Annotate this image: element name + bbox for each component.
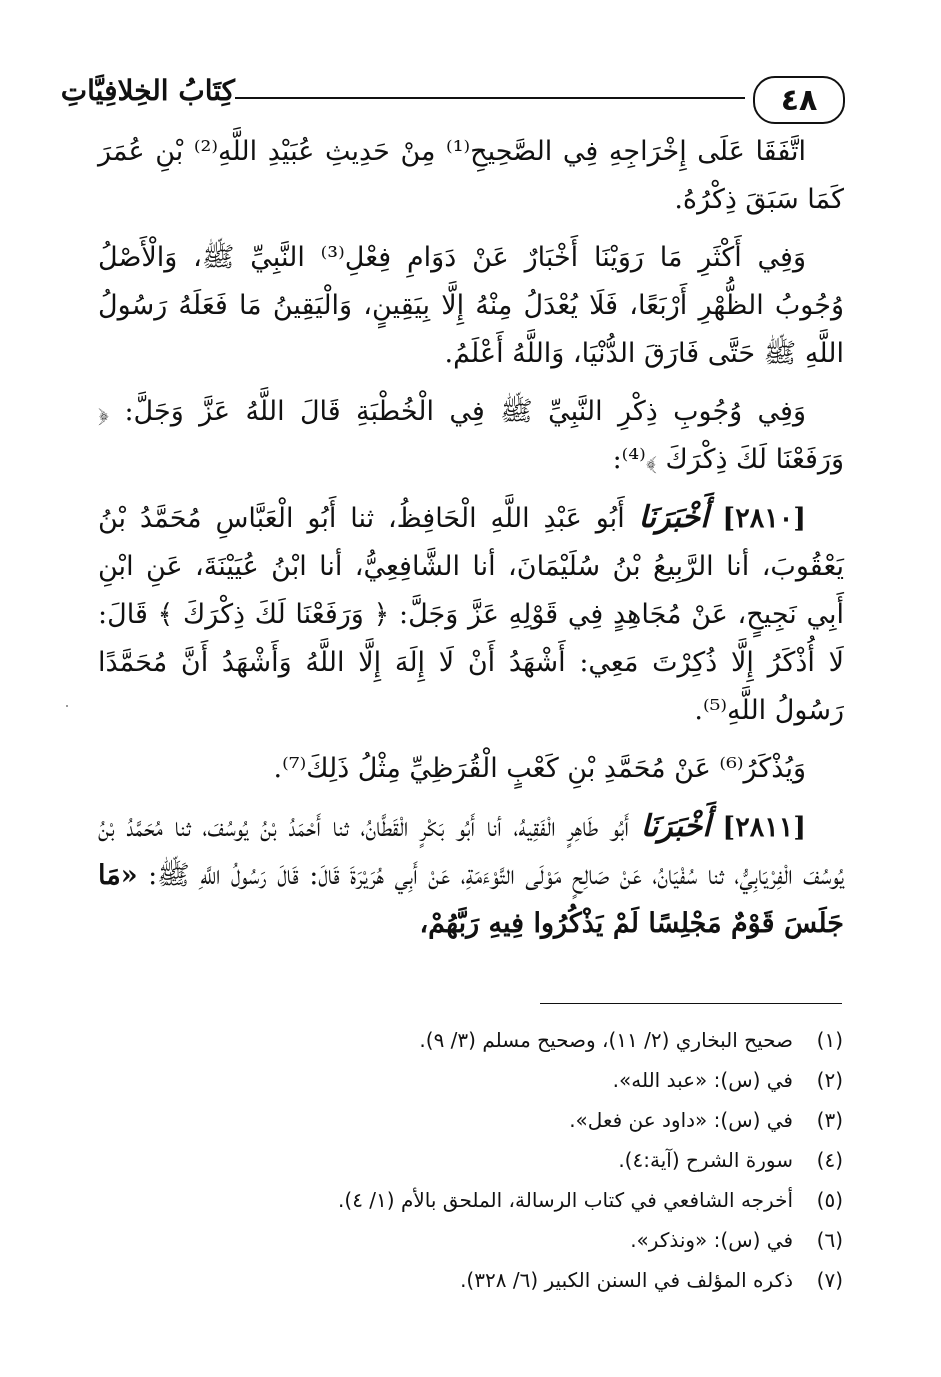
book-title: كِتَابُ الخِلافِيَّاتِ xyxy=(60,74,235,107)
page-number: ٤٨ xyxy=(753,76,845,124)
paragraph: وَفِي أَكْثَرِ مَا رَوَيْنَا أَخْبَارٌ عَنْ دَوَامِ فِعْلِ⁽³⁾ النَّبِيِّ ﷺ، وَالْأَصْلُ وُجُوبُ الظُّهْرِ أَرْبَعًا، فَلَا يُعْدَلُ مِنْهُ إِلَّا بِيَقِينٍ، وَالْيَقِينُ مَا فَعَلَهُ رَسُولُ اللَّهِ ﷺ حَتَّى فَارَقَ الدُّنْيَا، وَاللَّهُ أَعْلَمُ. xyxy=(98,242,844,369)
footnote-text: في (س): «عبد الله». xyxy=(612,1068,793,1092)
footnote-number: (٤) xyxy=(816,1148,843,1172)
footnote-number: (٥) xyxy=(816,1188,843,1212)
paragraph: وَفِي وُجُوبِ ذِكْرِ النَّبِيِّ ﷺ فِي الْخُطْبَةِ قَالَ اللَّهُ عَزَّ وَجَلَّ: ﴿ وَرَفَعْنَا لَكَ ذِكْرَكَ ﴾⁽⁴⁾: xyxy=(98,396,844,475)
hadith-paragraph xyxy=(98,803,844,948)
footnote-text: في (س): «داود عن فعل». xyxy=(569,1108,793,1132)
footnote-number: (٧) xyxy=(816,1268,843,1292)
footnote-number: (١) xyxy=(816,1028,843,1052)
footnote-text: في (س): «ونذكر». xyxy=(630,1228,793,1252)
scan-speck xyxy=(66,705,68,707)
footnote-separator xyxy=(540,1003,842,1004)
hadith-number: [٢٨١٠] xyxy=(722,503,806,534)
hadith-paragraph xyxy=(98,494,844,735)
footnote xyxy=(97,1100,843,1140)
footnote-text: أخرجه الشافعي في كتاب الرسالة، الملحق بالأم (١/ ٤). xyxy=(338,1188,793,1212)
footnote-text: سورة الشرح (آية:٤). xyxy=(618,1148,793,1172)
footnote-number: (٣) xyxy=(816,1108,843,1132)
footnote-number: (٦) xyxy=(816,1228,843,1252)
akhbarana-label: أَخْبَرَنَا xyxy=(638,500,709,535)
paragraph: اتَّفَقَا عَلَى إِخْرَاجِهِ فِي الصَّحِيحِ⁽¹⁾ مِنْ حَدِيثِ عُبَيْدِ اللَّهِ⁽²⁾ بْنِ عُمَرَ كَمَا سَبَقَ ذِكْرُهُ. xyxy=(98,136,844,215)
footnote xyxy=(97,1020,843,1060)
hadith-text: أَبُو طَاهِرٍ الْفَقِيهُ، أنا أَبُو بَكْرٍ الْقَطَّانُ، ثنا أَحْمَدُ بْنُ يُوسُفَ، ثنا مُحَمَّدُ بْنُ يُوسُفَ الْفِرْيَابِيُّ، ثنا سُفْيَانُ، عَنْ صَالِحٍ مَوْلَى التَّوْءَمَةِ، عَنْ أَبِي هُرَيْرَةَ قَالَ: قَالَ رَسُولُ اللَّهِ ﷺ: xyxy=(98,812,844,891)
footnote xyxy=(97,1140,843,1180)
footnote xyxy=(97,1220,843,1260)
footnote xyxy=(97,1060,843,1100)
footnote-text: صحيح البخاري (٢/ ١١)، وصحيح مسلم (٣/ ٩). xyxy=(419,1028,793,1052)
footnote xyxy=(97,1180,843,1220)
footnote-number: (٢) xyxy=(816,1068,843,1092)
main-text xyxy=(98,128,844,958)
footnotes xyxy=(97,1020,843,1300)
hadith-text: أَبُو عَبْدِ اللَّهِ الْحَافِظُ، ثنا أَبُو الْعَبَّاسِ مُحَمَّدُ بْنُ يَعْقُوبَ، أنا الرَّبِيعُ بْنُ سُلَيْمَانَ، أنا الشَّافِعِيُّ، أنا ابْنُ عُيَيْنَةَ، عَنِ ابْنِ أَبِي نَجِيحٍ، عَنْ مُجَاهِدٍ فِي قَوْلِهِ عَزَّ وَجَلَّ: ﴿ وَرَفَعْنَا لَكَ ذِكْرَكَ ﴾ قَالَ: لَا أُذْكَرُ إِلَّا ذُكِرْتَ مَعِي: أَشْهَدُ أَنْ لَا إِلَهَ إِلَّا اللَّهُ وَأَشْهَدُ أَنَّ مُحَمَّدًا رَسُولُ اللَّهِ⁽⁵⁾. xyxy=(98,503,844,726)
hadith-number: [٢٨١١] xyxy=(722,812,806,843)
hadith-quote: «مَا جَلَسَ قَوْمٌ مَجْلِسًا لَمْ يَذْكُرُوا فِيهِ رَبَّهُمْ، xyxy=(98,860,844,939)
akhbarana-label: أَخْبَرَنَا xyxy=(640,809,711,844)
footnote xyxy=(97,1260,843,1300)
page-header xyxy=(60,68,845,128)
paragraph: وَيُذْكَرُ⁽⁶⁾ عَنْ مُحَمَّدِ بْنِ كَعْبٍ الْقُرَظِيِّ مِثْلُ ذَلِكَ⁽⁷⁾. xyxy=(273,753,806,784)
header-rule xyxy=(235,97,745,99)
footnote-text: ذكره المؤلف في السنن الكبير (٦/ ٣٢٨). xyxy=(460,1268,793,1292)
